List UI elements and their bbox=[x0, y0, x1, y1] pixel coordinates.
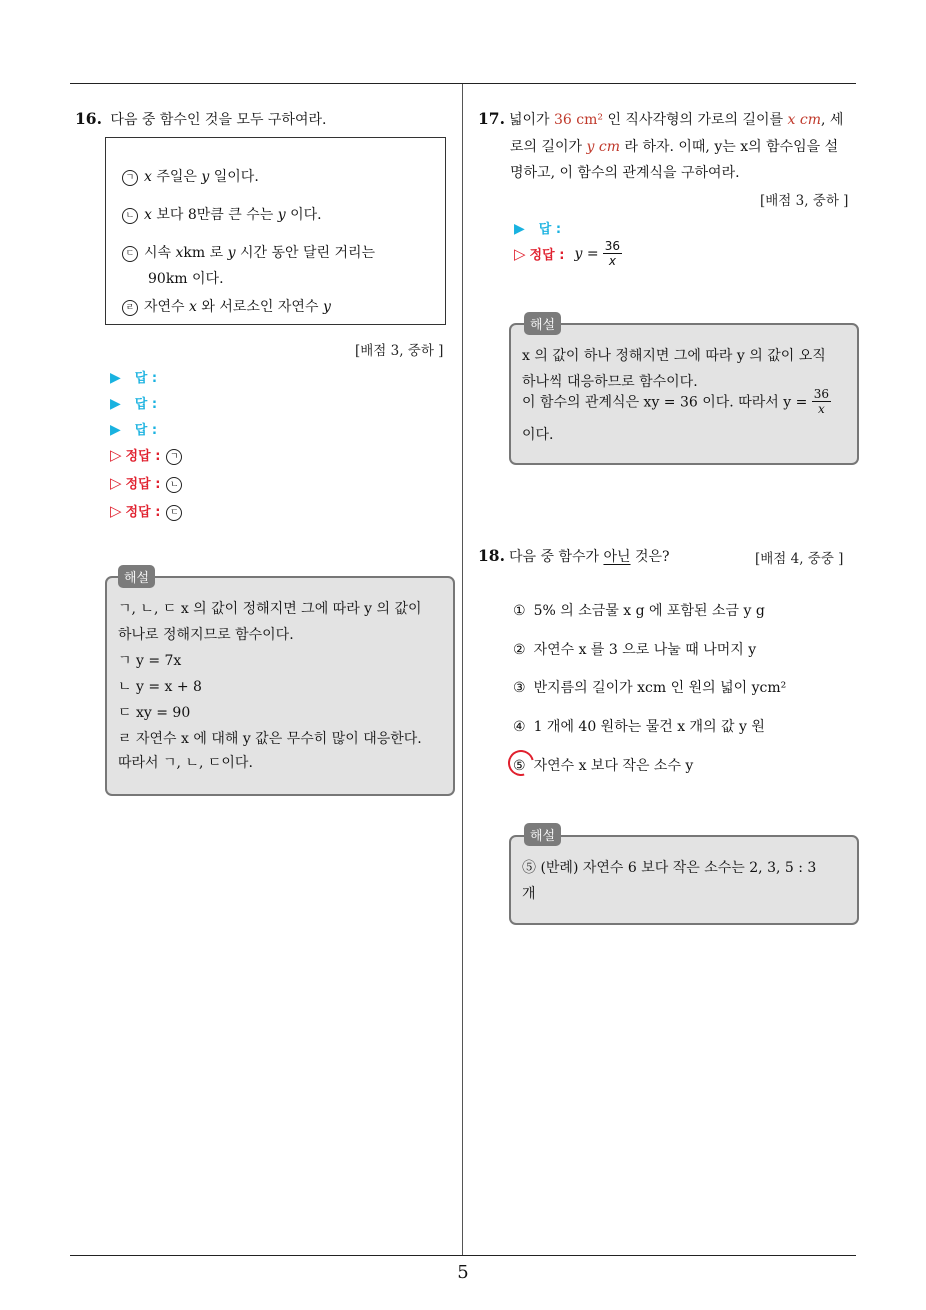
q16-solution-1-mark: ㄱ bbox=[166, 449, 182, 465]
q16-solution-row-1: ▷ 정답 : ㄱ bbox=[110, 445, 188, 465]
q16-solution-row-2: ▷ 정답 : ㄴ bbox=[110, 473, 188, 493]
q16-item-3-mark: ㄷ bbox=[122, 246, 138, 262]
correct-answer-circle-icon bbox=[503, 745, 539, 781]
bottom-rule bbox=[70, 1255, 856, 1256]
q16-prompt bbox=[75, 109, 326, 129]
q18-underlined-word: 아닌 bbox=[603, 549, 631, 565]
q16-explain-line-7: 따라서 ㄱ, ㄴ, ㄷ이다. bbox=[118, 755, 253, 771]
q16-item-1-mark: ㄱ bbox=[122, 170, 138, 186]
q17-explain-fraction: $\frac{36}{x}$ bbox=[813, 387, 830, 416]
q16-answer-row-3[interactable]: ▶ 답 : bbox=[110, 422, 158, 438]
q16-solution-row-3: ▷ 정답 : ㄷ bbox=[110, 501, 188, 521]
triangle-filled-icon: ▶ bbox=[110, 422, 121, 438]
q16-number: 16. bbox=[75, 109, 102, 128]
q16-item-3-cont: 90km 이다. bbox=[148, 271, 224, 287]
q18-explain-line-1: ⑤ (반례) 자연수 6 보다 작은 소수는 2, 3, 5 : 3 bbox=[522, 860, 817, 876]
q16-item-4-mark: ㄹ bbox=[122, 300, 138, 316]
q18-explanation-tag: 해설 bbox=[524, 823, 561, 846]
triangle-outline-icon: ▷ bbox=[514, 244, 526, 263]
q17-explain-line-4: 이다. bbox=[522, 427, 554, 443]
q16-item-4: ㄹ 자연수 x 와 서로소인 자연수 y bbox=[122, 296, 331, 316]
q16-item-3: ㄷ 시속 xkm 로 y 시간 동안 달린 거리는 bbox=[122, 242, 375, 262]
q17-explain-line-1: x 의 값이 하나 정해지면 그에 따라 y 의 값이 오직 bbox=[522, 348, 826, 364]
triangle-outline-icon: ▷ bbox=[110, 446, 122, 464]
q17-prompt-line-3: 명하고, 이 함수의 관계식을 구하여라. bbox=[510, 165, 740, 181]
q16-answer-row-2[interactable]: ▶ 답 : bbox=[110, 396, 158, 412]
q17-area-unit: 36 cm² bbox=[554, 112, 603, 128]
q17-solution-fraction: $\frac{36}{x}$ bbox=[604, 239, 621, 268]
q17-prompt-line-1: 17. 넓이가 36 cm² 인 직사각형의 가로의 길이를 x cm, 세 bbox=[478, 109, 844, 128]
q17-number: 17. bbox=[478, 109, 505, 128]
top-rule bbox=[70, 83, 856, 84]
triangle-filled-icon: ▶ bbox=[514, 221, 525, 237]
q17-prompt-line-2: 로의 길이가 y cm 라 하자. 이때, y는 x의 함수임을 설 bbox=[510, 139, 839, 155]
q18-score: [배점 4, 중중 ] bbox=[755, 551, 844, 567]
q16-score: [배점 3, 중하 ] bbox=[355, 343, 444, 359]
q18-option-1[interactable]: ① 5% 의 소금물 x g 에 포함된 소금 y g bbox=[513, 603, 765, 619]
q17-explain-line-3: 이 함수의 관계식은 xy = 36 이다. 따라서 y = $\frac{36}{x}$ bbox=[522, 387, 830, 416]
q16-text: 다음 중 함수인 것을 모두 구하여라. bbox=[110, 112, 327, 128]
column-divider bbox=[462, 84, 463, 1256]
q16-explain-line-3: ㄱ y = 7x bbox=[118, 653, 182, 669]
q17-height-unit: y cm bbox=[586, 139, 621, 155]
q17-answer-row[interactable]: ▶ 답 : bbox=[514, 221, 562, 237]
page-number: 5 bbox=[457, 1262, 469, 1283]
q18-explain-line-2: 개 bbox=[522, 886, 536, 902]
q16-explain-line-6: ㄹ 자연수 x 에 대해 y 값은 무수히 많이 대응한다. bbox=[118, 731, 422, 747]
q16-solution-2-mark: ㄴ bbox=[166, 477, 182, 493]
q18-option-3[interactable]: ③ 반지름의 길이가 xcm 인 원의 넓이 ycm² bbox=[513, 680, 787, 696]
q18-option-4[interactable]: ④ 1 개에 40 원하는 물건 x 개의 값 y 원 bbox=[513, 719, 765, 735]
q16-answer-row-1[interactable]: ▶ 답 : bbox=[110, 370, 158, 386]
q16-explain-line-2: 하나로 정해지므로 함수이다. bbox=[118, 627, 294, 643]
triangle-filled-icon: ▶ bbox=[110, 396, 121, 412]
q16-explain-line-4: ㄴ y = x + 8 bbox=[118, 679, 202, 695]
q16-explain-line-1: ㄱ, ㄴ, ㄷ x 의 값이 정해지면 그에 따라 y 의 값이 bbox=[118, 601, 422, 617]
q17-score: [배점 3, 중하 ] bbox=[760, 193, 849, 209]
q18-number: 18. bbox=[478, 546, 505, 565]
q16-item-2-mark: ㄴ bbox=[122, 208, 138, 224]
q17-width-unit: x cm bbox=[787, 112, 822, 128]
q17-solution-row: ▷ 정답 : y = $\frac{36}{x}$ bbox=[514, 239, 621, 268]
q16-condition-box bbox=[105, 137, 446, 325]
q16-explain-line-5: ㄷ xy = 90 bbox=[118, 705, 191, 721]
triangle-filled-icon: ▶ bbox=[110, 370, 121, 386]
q16-item-1: ㄱ x 주일은 y 일이다. bbox=[122, 166, 259, 186]
q18-option-5[interactable]: ⑤ 자연수 x 보다 작은 소수 y bbox=[513, 758, 694, 774]
q16-solution-3-mark: ㄷ bbox=[166, 505, 182, 521]
q17-explain-line-2: 하나씩 대응하므로 함수이다. bbox=[522, 374, 698, 390]
q16-explanation-tag: 해설 bbox=[118, 565, 155, 588]
q16-item-2: ㄴ x 보다 8만큼 큰 수는 y 이다. bbox=[122, 204, 322, 224]
triangle-outline-icon: ▷ bbox=[110, 502, 122, 520]
q17-explanation-tag: 해설 bbox=[524, 312, 561, 335]
q18-prompt: 18. 다음 중 함수가 아닌 것은? bbox=[478, 546, 670, 565]
triangle-outline-icon: ▷ bbox=[110, 474, 122, 492]
q17-solution-lhs: y = bbox=[574, 245, 599, 262]
q18-option-2[interactable]: ② 자연수 x 를 3 으로 나눌 때 나머지 y bbox=[513, 642, 757, 658]
q18-explanation-box bbox=[509, 835, 859, 925]
